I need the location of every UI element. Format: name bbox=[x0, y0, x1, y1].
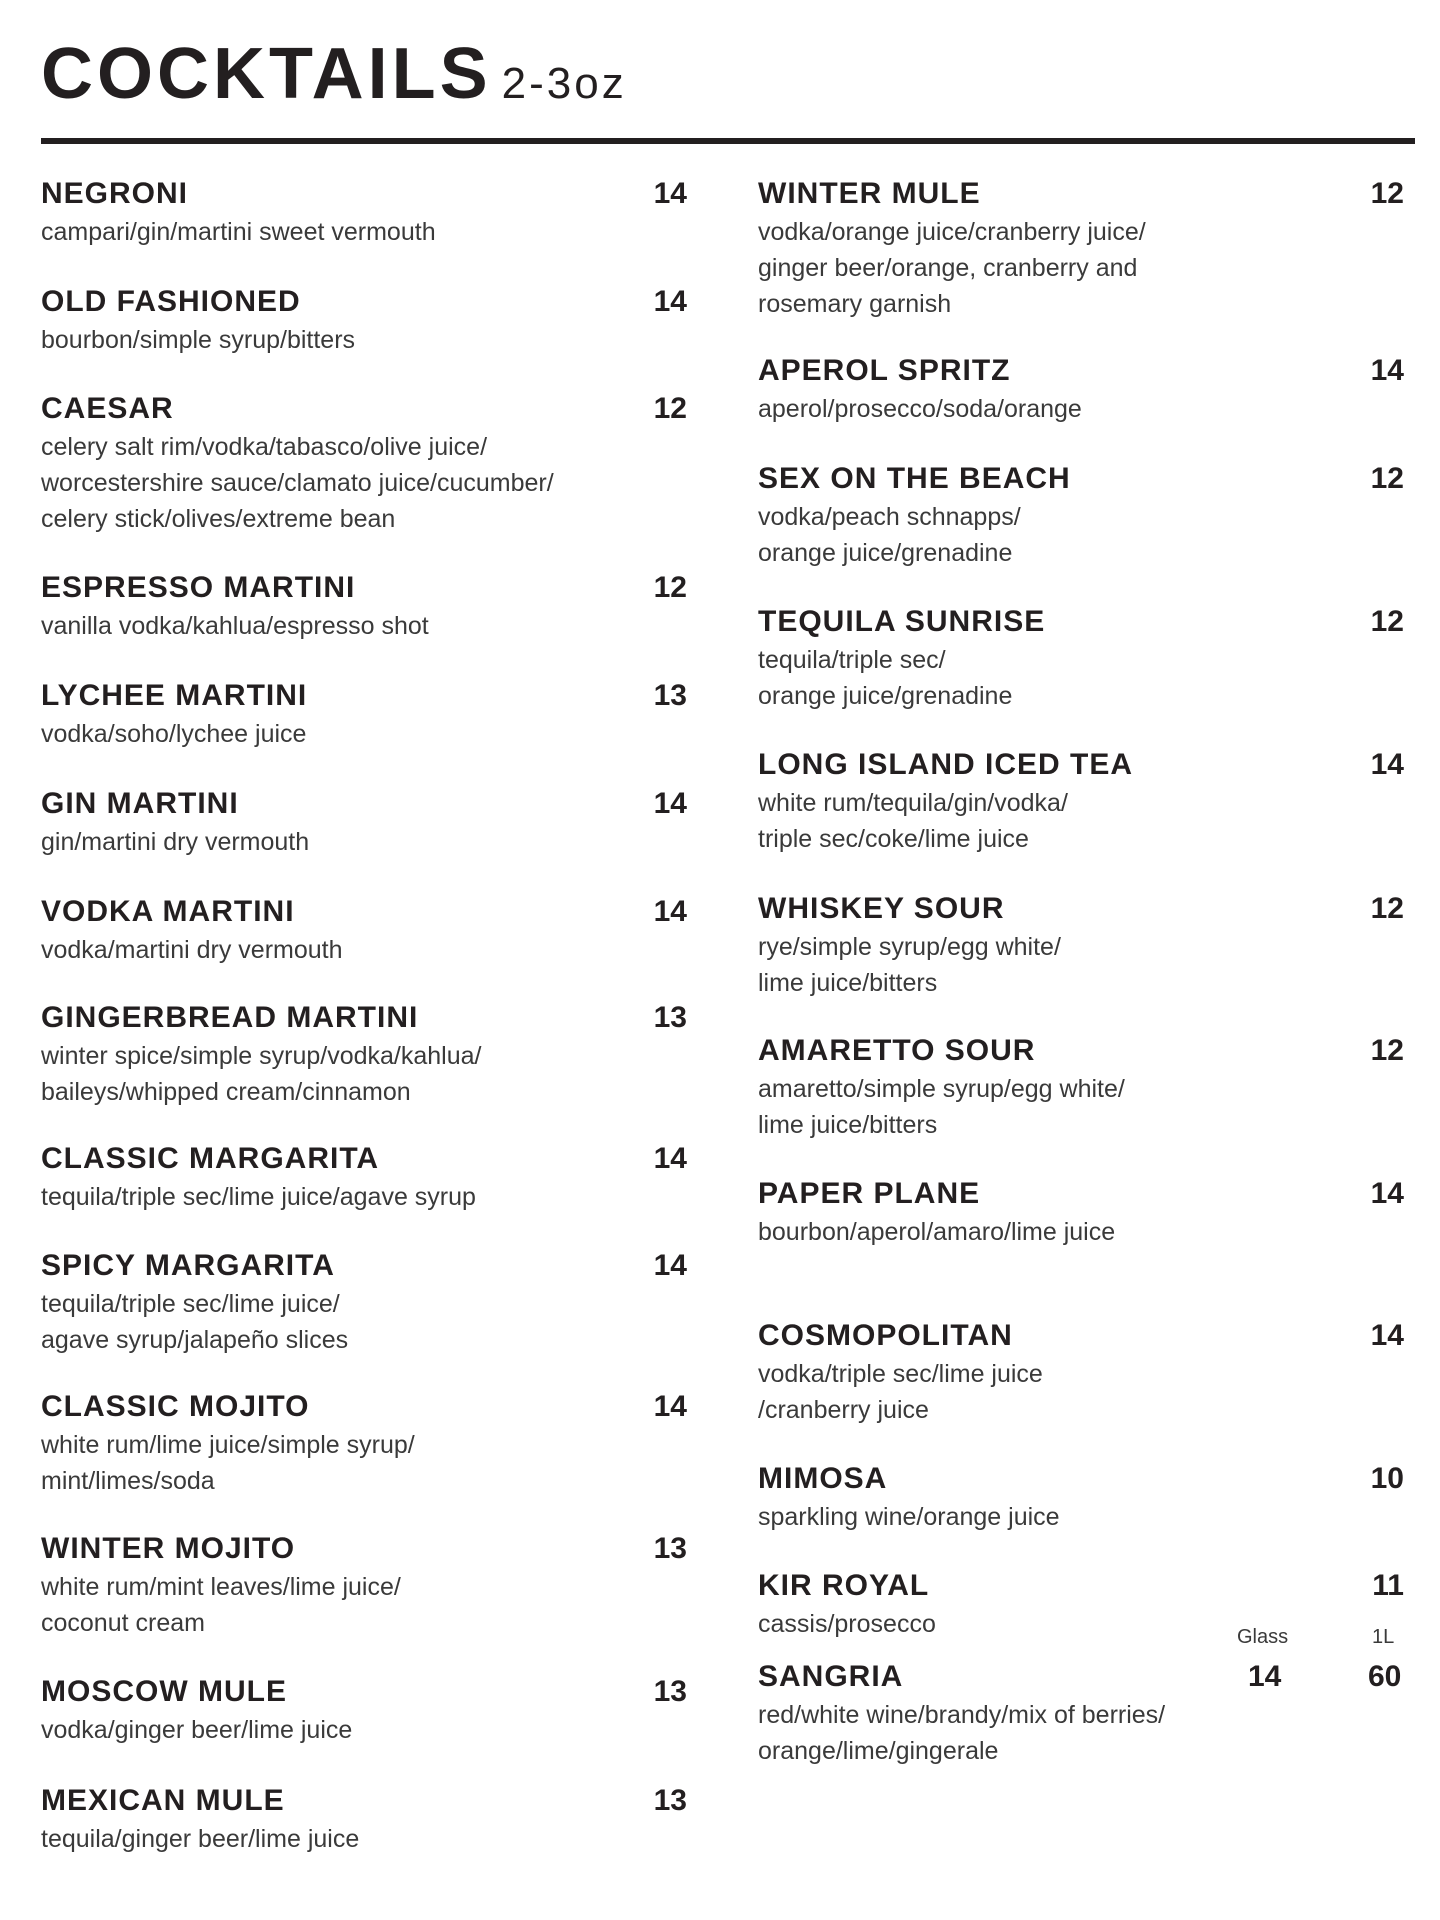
description-line: orange juice/grenadine bbox=[758, 682, 1013, 710]
description-line: cassis/prosecco bbox=[758, 1610, 936, 1638]
menu-item-header bbox=[41, 284, 687, 320]
menu-item bbox=[758, 461, 1404, 571]
menu-item-header bbox=[41, 894, 687, 930]
description-line: coconut cream bbox=[41, 1609, 205, 1637]
menu-item-header bbox=[758, 461, 1404, 497]
item-name: MOSCOW MULE bbox=[41, 1675, 287, 1708]
menu-item bbox=[41, 1783, 687, 1857]
sangria-glass-price: 14 bbox=[1248, 1660, 1282, 1693]
item-name: KIR ROYAL bbox=[758, 1569, 930, 1602]
item-price: 12 bbox=[1370, 1034, 1404, 1067]
item-price: 14 bbox=[653, 787, 687, 820]
page-title: COCKTAILS bbox=[41, 34, 492, 114]
description-line: worcestershire sauce/clamato juice/cucumber/ bbox=[41, 469, 554, 497]
menu-item-header bbox=[41, 1389, 687, 1425]
menu-item-header bbox=[758, 353, 1404, 389]
item-description bbox=[41, 1569, 687, 1641]
description-line: rye/simple syrup/egg white/ bbox=[758, 933, 1061, 961]
item-description bbox=[758, 785, 1404, 857]
item-name: SANGRIA bbox=[758, 1660, 904, 1693]
sangria-prices bbox=[1222, 1660, 1416, 1700]
item-price: 11 bbox=[1372, 1569, 1404, 1602]
description-line: lime juice/bitters bbox=[758, 1111, 938, 1139]
item-description bbox=[758, 929, 1404, 1001]
item-price: 12 bbox=[1370, 177, 1404, 210]
menu-item bbox=[758, 1461, 1404, 1535]
description-line: amaretto/simple syrup/egg white/ bbox=[758, 1075, 1125, 1103]
description-line: tequila/triple sec/ bbox=[758, 646, 946, 674]
menu-item bbox=[41, 786, 687, 860]
description-line: lime juice/bitters bbox=[758, 969, 938, 997]
menu-item bbox=[41, 1000, 687, 1110]
description-line: triple sec/coke/lime juice bbox=[758, 825, 1029, 853]
item-price: 14 bbox=[1370, 354, 1404, 387]
menu-item bbox=[41, 1389, 687, 1499]
item-description bbox=[41, 1427, 687, 1499]
item-description bbox=[758, 214, 1404, 322]
item-description bbox=[758, 1071, 1404, 1143]
item-description bbox=[758, 1356, 1404, 1428]
description-line: red/white wine/brandy/mix of berries/ bbox=[758, 1701, 1166, 1729]
item-description bbox=[41, 1038, 687, 1110]
description-line: agave syrup/jalapeño slices bbox=[41, 1326, 349, 1354]
description-line: winter spice/simple syrup/vodka/kahlua/ bbox=[41, 1042, 482, 1070]
menu-item-header bbox=[41, 786, 687, 822]
menu-item bbox=[41, 284, 687, 358]
description-line: white rum/tequila/gin/vodka/ bbox=[758, 789, 1068, 817]
item-description bbox=[41, 1712, 687, 1748]
menu-item bbox=[41, 1248, 687, 1358]
item-price: 10 bbox=[1370, 1462, 1404, 1495]
menu-item bbox=[41, 678, 687, 752]
item-name: LONG ISLAND ICED TEA bbox=[758, 748, 1134, 781]
liter-label: 1L bbox=[1372, 1626, 1395, 1648]
menu-item bbox=[758, 353, 1404, 427]
glass-label: Glass bbox=[1237, 1626, 1289, 1648]
description-line: orange juice/grenadine bbox=[758, 539, 1013, 567]
description-line: rosemary garnish bbox=[758, 290, 952, 318]
description-line: vodka/peach schnapps/ bbox=[758, 503, 1021, 531]
description-line: celery stick/olives/extreme bean bbox=[41, 505, 396, 533]
item-description bbox=[758, 391, 1404, 427]
menu-item bbox=[41, 570, 687, 644]
description-line: campari/gin/martini sweet vermouth bbox=[41, 218, 436, 246]
description-line: mint/limes/soda bbox=[41, 1467, 215, 1495]
description-line: vodka/orange juice/cranberry juice/ bbox=[758, 218, 1146, 246]
sangria-size-headers bbox=[1222, 1626, 1416, 1656]
description-line: white rum/mint leaves/lime juice/ bbox=[41, 1573, 401, 1601]
item-name: PAPER PLANE bbox=[758, 1177, 981, 1210]
item-description bbox=[41, 429, 687, 537]
item-name: SEX ON THE BEACH bbox=[758, 462, 1071, 495]
item-name: VODKA MARTINI bbox=[41, 895, 295, 928]
menu-item bbox=[758, 1033, 1404, 1143]
item-price: 13 bbox=[653, 1532, 687, 1565]
item-name: COSMOPOLITAN bbox=[758, 1319, 1013, 1352]
item-name: WINTER MULE bbox=[758, 177, 981, 210]
item-price: 13 bbox=[653, 1784, 687, 1817]
menu-item-header bbox=[41, 1674, 687, 1710]
menu-item bbox=[758, 1318, 1404, 1428]
menu-item-header bbox=[758, 1568, 1404, 1604]
menu-item-header bbox=[41, 1141, 687, 1177]
menu-item-header bbox=[758, 1461, 1404, 1497]
item-name: MIMOSA bbox=[758, 1462, 888, 1495]
item-price: 14 bbox=[1370, 1319, 1404, 1352]
description-line: white rum/lime juice/simple syrup/ bbox=[41, 1431, 415, 1459]
menu-item-header bbox=[41, 391, 687, 427]
description-line: vodka/soho/lychee juice bbox=[41, 720, 307, 748]
item-description bbox=[41, 322, 687, 358]
menu-item-header bbox=[758, 1033, 1404, 1069]
item-description bbox=[758, 1697, 1404, 1769]
item-name: SPICY MARGARITA bbox=[41, 1249, 335, 1282]
menu-item bbox=[758, 176, 1404, 322]
item-price: 12 bbox=[653, 571, 687, 604]
item-price: 14 bbox=[653, 895, 687, 928]
item-price: 12 bbox=[1370, 605, 1404, 638]
item-description bbox=[41, 824, 687, 860]
item-price: 14 bbox=[653, 177, 687, 210]
item-price: 14 bbox=[653, 1390, 687, 1423]
description-line: vodka/triple sec/lime juice bbox=[758, 1360, 1043, 1388]
menu-item-header bbox=[758, 1176, 1404, 1212]
item-description bbox=[41, 932, 687, 968]
item-name: GINGERBREAD MARTINI bbox=[41, 1001, 419, 1034]
description-line: gin/martini dry vermouth bbox=[41, 828, 310, 856]
item-description bbox=[758, 499, 1404, 571]
item-name: CAESAR bbox=[41, 392, 174, 425]
description-line: vodka/ginger beer/lime juice bbox=[41, 1716, 353, 1744]
item-name: MEXICAN MULE bbox=[41, 1784, 285, 1817]
item-description bbox=[758, 642, 1404, 714]
menu-item-header bbox=[758, 747, 1404, 783]
item-price: 14 bbox=[653, 285, 687, 318]
item-description bbox=[41, 1286, 687, 1358]
description-line: tequila/ginger beer/lime juice bbox=[41, 1825, 360, 1853]
description-line: vodka/martini dry vermouth bbox=[41, 936, 343, 964]
description-line: bourbon/simple syrup/bitters bbox=[41, 326, 356, 354]
description-line: orange/lime/gingerale bbox=[758, 1737, 999, 1765]
item-name: LYCHEE MARTINI bbox=[41, 679, 308, 712]
item-name: OLD FASHIONED bbox=[41, 285, 301, 318]
menu-item-header bbox=[41, 176, 687, 212]
item-name: GIN MARTINI bbox=[41, 787, 239, 820]
item-price: 14 bbox=[1370, 1177, 1404, 1210]
description-line: aperol/prosecco/soda/orange bbox=[758, 395, 1082, 423]
menu-header bbox=[41, 34, 627, 114]
item-description bbox=[41, 608, 687, 644]
item-price: 14 bbox=[653, 1142, 687, 1175]
menu-item-header bbox=[41, 678, 687, 714]
menu-item bbox=[41, 176, 687, 250]
item-name: NEGRONI bbox=[41, 177, 189, 210]
description-line: tequila/triple sec/lime juice/ bbox=[41, 1290, 340, 1318]
menu-item-header bbox=[758, 891, 1404, 927]
item-name: WHISKEY SOUR bbox=[758, 892, 1005, 925]
item-name: AMARETTO SOUR bbox=[758, 1034, 1036, 1067]
item-name: APEROL SPRITZ bbox=[758, 354, 1011, 387]
item-description bbox=[41, 1179, 687, 1215]
menu-item bbox=[758, 604, 1404, 714]
menu-item-header bbox=[758, 1318, 1404, 1354]
description-line: vanilla vodka/kahlua/espresso shot bbox=[41, 612, 429, 640]
menu-item-header bbox=[758, 176, 1404, 212]
menu-item-header bbox=[41, 1248, 687, 1284]
item-price: 14 bbox=[1370, 748, 1404, 781]
item-price: 13 bbox=[653, 1675, 687, 1708]
menu-item bbox=[41, 894, 687, 968]
item-description bbox=[41, 716, 687, 752]
item-description bbox=[758, 1214, 1404, 1250]
item-price: 12 bbox=[1370, 892, 1404, 925]
item-description bbox=[758, 1499, 1404, 1535]
item-name: ESPRESSO MARTINI bbox=[41, 571, 356, 604]
item-price: 13 bbox=[653, 1001, 687, 1034]
item-description bbox=[41, 214, 687, 250]
item-name: CLASSIC MOJITO bbox=[41, 1390, 310, 1423]
menu-item-header bbox=[41, 1531, 687, 1567]
item-price: 12 bbox=[653, 392, 687, 425]
description-line: /cranberry juice bbox=[758, 1396, 929, 1424]
menu-item bbox=[41, 1531, 687, 1641]
menu-item-header bbox=[41, 1000, 687, 1036]
sangria-liter-price: 60 bbox=[1368, 1660, 1402, 1693]
menu-item bbox=[758, 1176, 1404, 1250]
menu-item bbox=[41, 1674, 687, 1748]
description-line: tequila/triple sec/lime juice/agave syrup bbox=[41, 1183, 476, 1211]
item-name: TEQUILA SUNRISE bbox=[758, 605, 1046, 638]
description-line: ginger beer/orange, cranberry and bbox=[758, 254, 1138, 282]
item-price: 12 bbox=[1370, 462, 1404, 495]
description-line: sparkling wine/orange juice bbox=[758, 1503, 1060, 1531]
menu-item bbox=[41, 1141, 687, 1215]
item-name: WINTER MOJITO bbox=[41, 1532, 296, 1565]
header-divider bbox=[41, 138, 1415, 144]
menu-item-header bbox=[41, 570, 687, 606]
item-name: CLASSIC MARGARITA bbox=[41, 1142, 380, 1175]
menu-item-header bbox=[41, 1783, 687, 1819]
menu-item-header bbox=[758, 604, 1404, 640]
item-price: 13 bbox=[653, 679, 687, 712]
serving-size: 2-3oz bbox=[501, 59, 627, 108]
menu-item bbox=[758, 747, 1404, 857]
menu-item bbox=[758, 891, 1404, 1001]
menu-item bbox=[41, 391, 687, 537]
description-line: celery salt rim/vodka/tabasco/olive juice/ bbox=[41, 433, 488, 461]
description-line: baileys/whipped cream/cinnamon bbox=[41, 1078, 411, 1106]
description-line: bourbon/aperol/amaro/lime juice bbox=[758, 1218, 1116, 1246]
item-price: 14 bbox=[653, 1249, 687, 1282]
item-description bbox=[41, 1821, 687, 1857]
